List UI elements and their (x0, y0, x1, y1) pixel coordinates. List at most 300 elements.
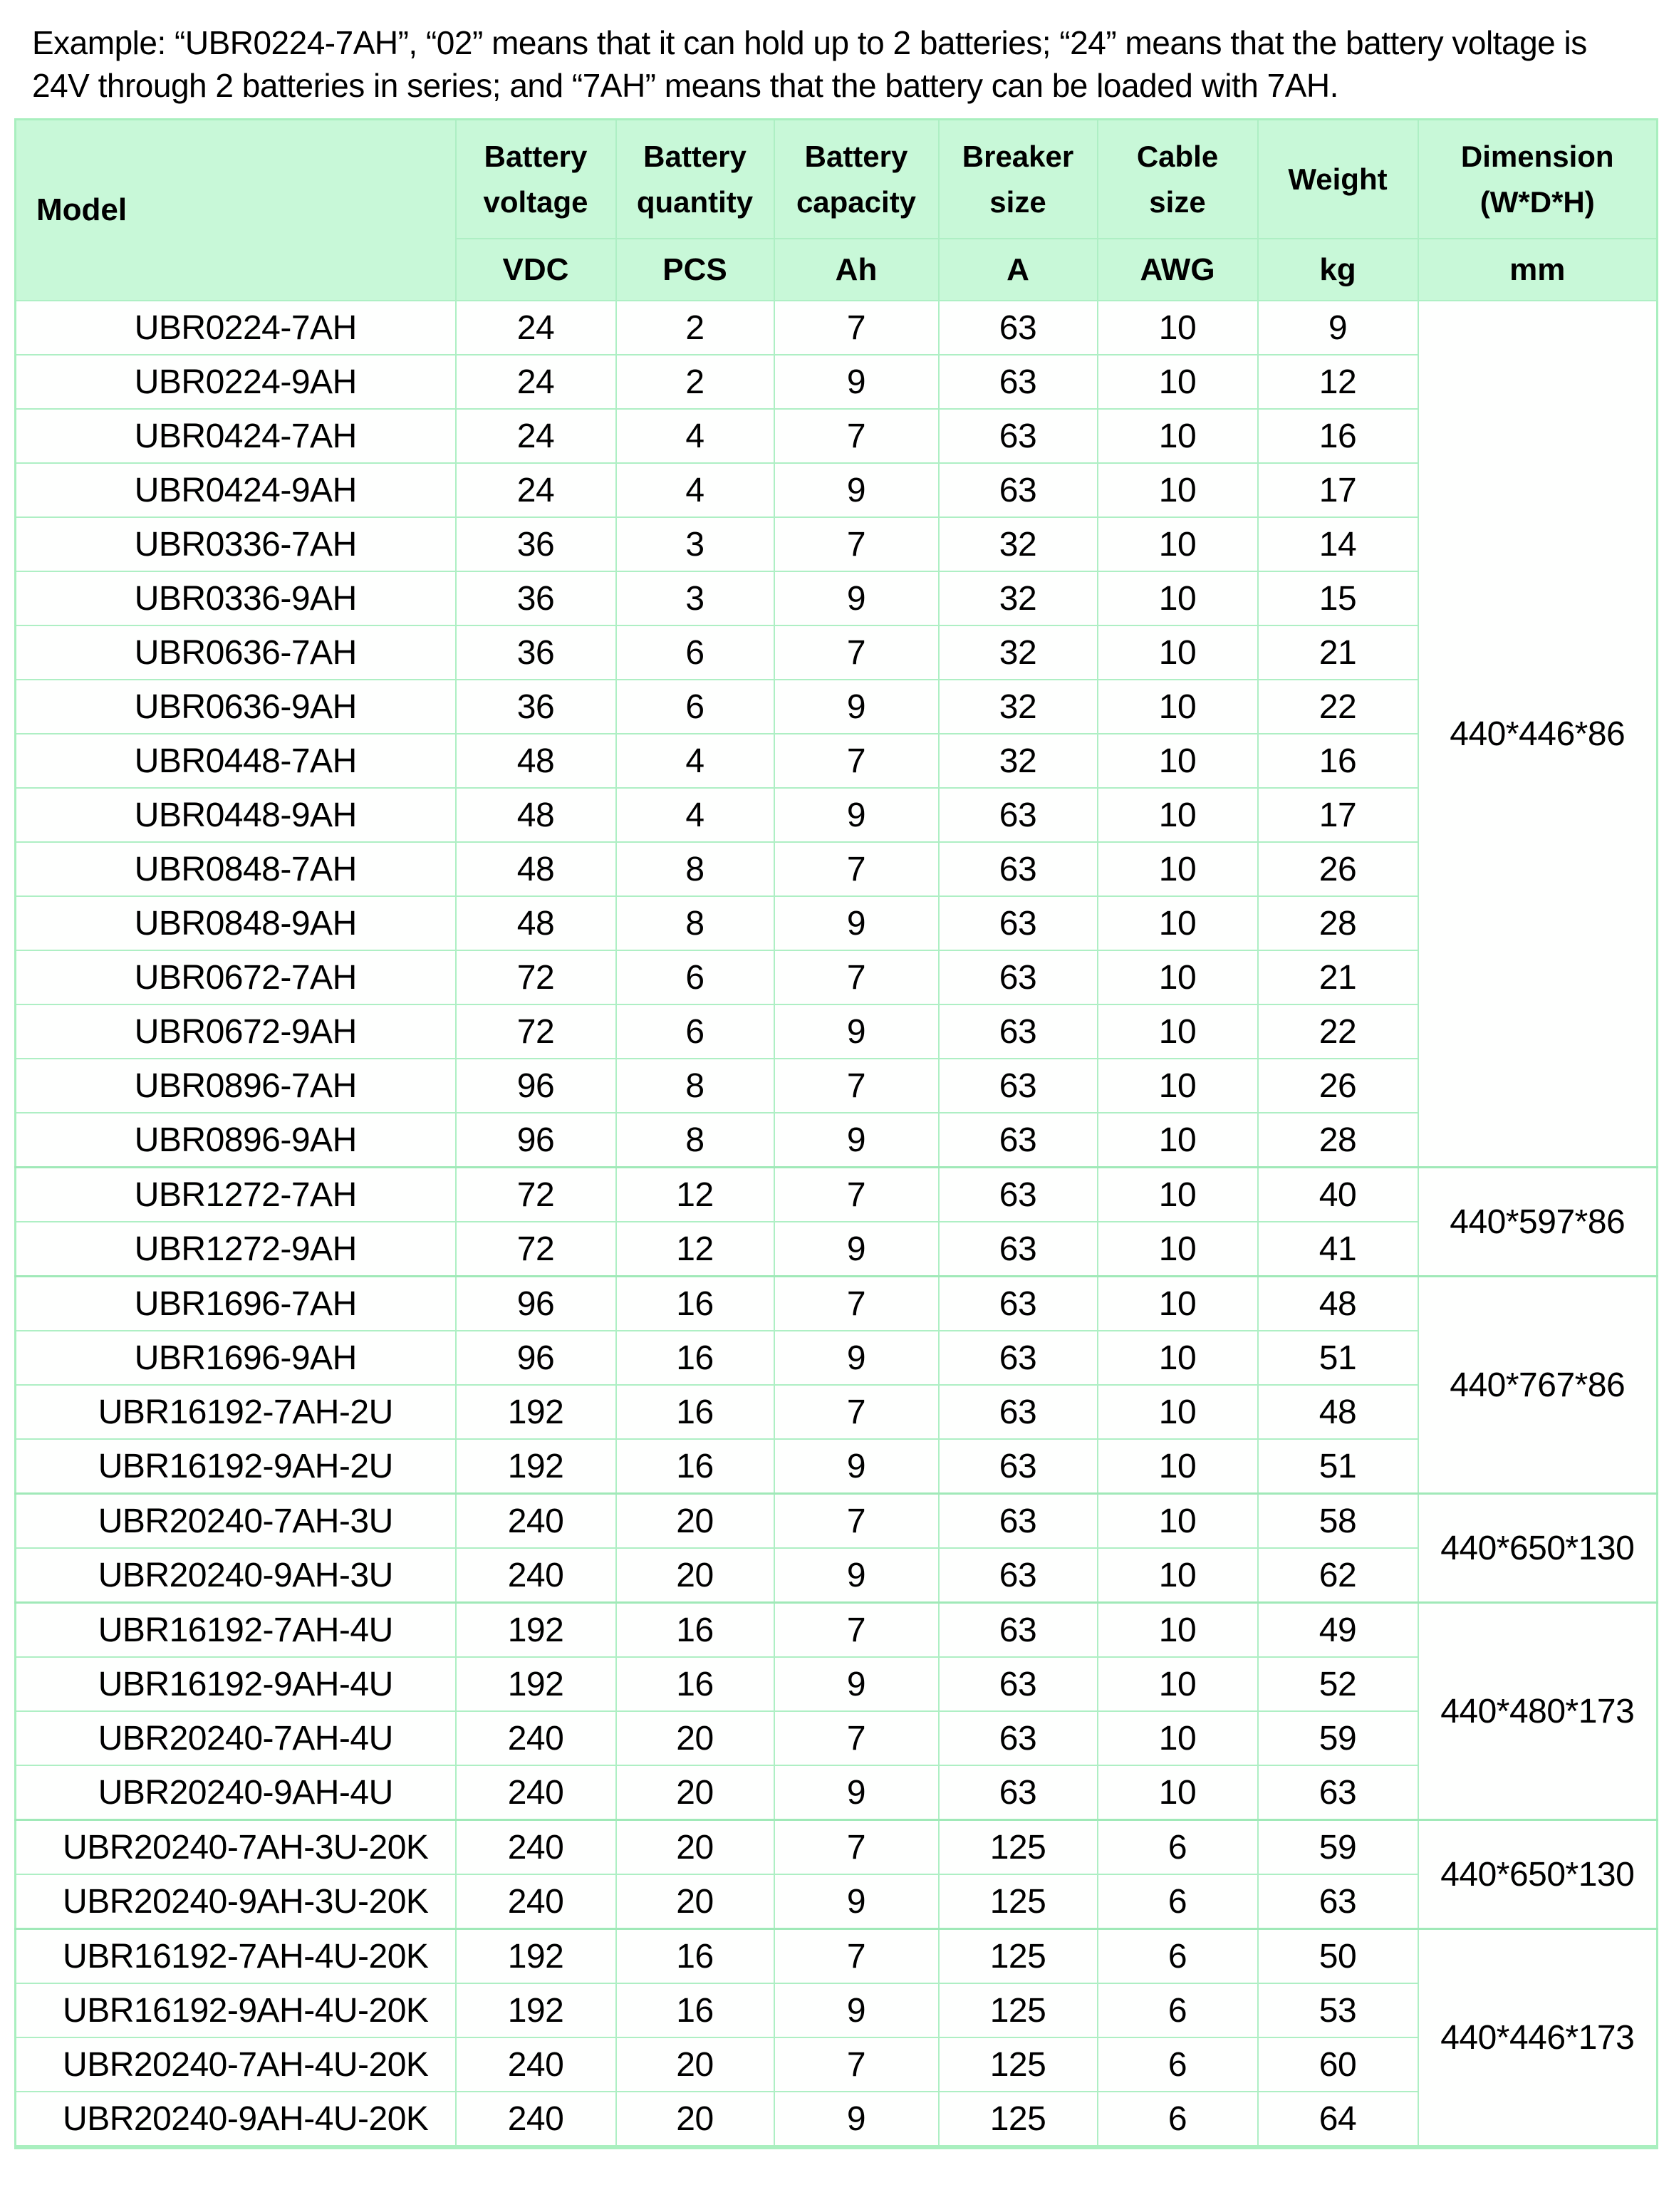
cell-value: 10 (1098, 1004, 1258, 1059)
table-row (16, 1113, 1658, 1168)
cell-model: UBR0448-7AH (16, 734, 456, 788)
cell-value: 192 (456, 1657, 616, 1711)
cell-value: 10 (1098, 1113, 1258, 1168)
table-row (16, 1765, 1658, 1820)
col-header-battery-capacity: Battery capacity (774, 120, 939, 239)
table-header (16, 120, 1658, 301)
cell-value: 7 (774, 409, 939, 463)
cell-value: 9 (1258, 301, 1418, 355)
cell-value: 48 (456, 896, 616, 950)
table-row (16, 1603, 1658, 1658)
table-row (16, 2037, 1658, 2092)
cell-model: UBR0636-9AH (16, 680, 456, 734)
table-row (16, 1929, 1658, 1984)
cell-model: UBR1696-9AH (16, 1331, 456, 1385)
cell-value: 48 (1258, 1277, 1418, 1331)
cell-value: 10 (1098, 1603, 1258, 1658)
cell-value: 9 (774, 571, 939, 625)
cell-value: 10 (1098, 1711, 1258, 1765)
cell-value: 9 (774, 1548, 939, 1603)
table-row (16, 896, 1658, 950)
cell-model: UBR0448-9AH (16, 788, 456, 842)
cell-value: 192 (456, 1439, 616, 1494)
cell-model: UBR20240-7AH-4U-20K (16, 2037, 456, 2092)
cell-value: 63 (939, 1222, 1098, 1277)
cell-dimension: 440*597*86 (1418, 1168, 1658, 1277)
cell-value: 10 (1098, 680, 1258, 734)
col-unit-pcs: PCS (616, 239, 774, 301)
cell-model: UBR0424-9AH (16, 463, 456, 517)
col-unit-ah: Ah (774, 239, 939, 301)
cell-value: 10 (1098, 1385, 1258, 1439)
cell-value: 20 (616, 1820, 774, 1875)
cell-value: 10 (1098, 1331, 1258, 1385)
cell-value: 10 (1098, 1059, 1258, 1113)
table-row (16, 1439, 1658, 1494)
col-unit-kg: kg (1258, 239, 1418, 301)
cell-dimension: 440*480*173 (1418, 1603, 1658, 1820)
cell-value: 10 (1098, 1494, 1258, 1549)
cell-value: 96 (456, 1277, 616, 1331)
cell-value: 16 (616, 1331, 774, 1385)
table-row (16, 571, 1658, 625)
cell-value: 7 (774, 1820, 939, 1875)
cell-value: 12 (616, 1222, 774, 1277)
cell-value: 10 (1098, 571, 1258, 625)
intro-line-2: 24V through 2 batteries in series; and “7AH” means that the battery can be loaded with 7AH. (32, 67, 1338, 104)
cell-value: 20 (616, 1765, 774, 1820)
cell-value: 63 (939, 409, 1098, 463)
cell-value: 8 (616, 1059, 774, 1113)
cell-value: 10 (1098, 1222, 1258, 1277)
table-row (16, 517, 1658, 571)
cell-value: 6 (1098, 1820, 1258, 1875)
cell-value: 10 (1098, 517, 1258, 571)
cell-value: 8 (616, 842, 774, 896)
cell-value: 48 (1258, 1385, 1418, 1439)
cell-value: 16 (616, 1983, 774, 2037)
table-row (16, 1059, 1658, 1113)
cell-value: 7 (774, 1059, 939, 1113)
cell-value: 63 (939, 463, 1098, 517)
cell-value: 9 (774, 680, 939, 734)
cell-value: 10 (1098, 409, 1258, 463)
cell-value: 9 (774, 1113, 939, 1168)
cell-model: UBR0848-7AH (16, 842, 456, 896)
table-row (16, 625, 1658, 680)
cell-value: 63 (939, 1494, 1098, 1549)
cell-value: 10 (1098, 950, 1258, 1004)
table-row (16, 2092, 1658, 2147)
cell-value: 6 (1098, 2092, 1258, 2147)
cell-value: 63 (939, 1711, 1098, 1765)
cell-value: 240 (456, 1765, 616, 1820)
cell-value: 51 (1258, 1439, 1418, 1494)
cell-value: 16 (616, 1385, 774, 1439)
header-row-labels (16, 120, 1658, 239)
cell-model: UBR0672-7AH (16, 950, 456, 1004)
cell-value: 125 (939, 1929, 1098, 1984)
cell-value: 125 (939, 2037, 1098, 2092)
col-unit-vdc: VDC (456, 239, 616, 301)
cell-model: UBR0224-9AH (16, 355, 456, 409)
cell-value: 40 (1258, 1168, 1418, 1222)
table-row (16, 301, 1658, 355)
cell-model: UBR0336-7AH (16, 517, 456, 571)
cell-dimension: 440*446*173 (1418, 1929, 1658, 2148)
table-row (16, 463, 1658, 517)
cell-value: 16 (616, 1439, 774, 1494)
cell-value: 59 (1258, 1711, 1418, 1765)
cell-value: 125 (939, 1874, 1098, 1929)
cell-value: 7 (774, 517, 939, 571)
cell-value: 7 (774, 625, 939, 680)
cell-value: 12 (616, 1168, 774, 1222)
cell-model: UBR1696-7AH (16, 1277, 456, 1331)
cell-value: 63 (939, 1385, 1098, 1439)
cell-value: 22 (1258, 680, 1418, 734)
cell-value: 125 (939, 2092, 1098, 2147)
table-body (16, 301, 1658, 2147)
table-row (16, 1657, 1658, 1711)
table-row (16, 1494, 1658, 1549)
cell-value: 16 (1258, 409, 1418, 463)
cell-value: 9 (774, 1004, 939, 1059)
cell-value: 6 (616, 625, 774, 680)
cell-model: UBR0672-9AH (16, 1004, 456, 1059)
table-row (16, 1983, 1658, 2037)
cell-value: 16 (616, 1603, 774, 1658)
cell-value: 192 (456, 1983, 616, 2037)
cell-value: 125 (939, 1983, 1098, 2037)
col-header-weight: Weight (1258, 120, 1418, 239)
cell-value: 192 (456, 1603, 616, 1658)
cell-value: 14 (1258, 517, 1418, 571)
page (0, 21, 1659, 2212)
cell-value: 17 (1258, 463, 1418, 517)
cell-value: 7 (774, 1494, 939, 1549)
cell-value: 12 (1258, 355, 1418, 409)
cell-value: 10 (1098, 1168, 1258, 1222)
cell-dimension: 440*767*86 (1418, 1277, 1658, 1494)
cell-value: 6 (1098, 1983, 1258, 2037)
col-unit-a: A (939, 239, 1098, 301)
cell-model: UBR16192-9AH-2U (16, 1439, 456, 1494)
cell-value: 36 (456, 625, 616, 680)
table-row (16, 1820, 1658, 1875)
cell-model: UBR20240-9AH-4U (16, 1765, 456, 1820)
cell-value: 63 (939, 1657, 1098, 1711)
col-header-cable-size: Cable size (1098, 120, 1258, 239)
col-unit-awg: AWG (1098, 239, 1258, 301)
cell-model: UBR20240-9AH-4U-20K (16, 2092, 456, 2147)
col-header-battery-quantity: Battery quantity (616, 120, 774, 239)
cell-value: 10 (1098, 1548, 1258, 1603)
cell-model: UBR0896-9AH (16, 1113, 456, 1168)
cell-value: 22 (1258, 1004, 1418, 1059)
cell-value: 7 (774, 301, 939, 355)
cell-value: 20 (616, 1711, 774, 1765)
cell-dimension: 440*650*130 (1418, 1820, 1658, 1929)
cell-model: UBR20240-7AH-3U-20K (16, 1820, 456, 1875)
cell-value: 240 (456, 2037, 616, 2092)
cell-value: 20 (616, 1874, 774, 1929)
col-header-battery-voltage: Battery voltage (456, 120, 616, 239)
cell-value: 63 (939, 1004, 1098, 1059)
cell-value: 9 (774, 463, 939, 517)
cell-value: 7 (774, 1711, 939, 1765)
cell-model: UBR16192-7AH-4U (16, 1603, 456, 1658)
cell-value: 6 (616, 1004, 774, 1059)
cell-value: 7 (774, 1603, 939, 1658)
cell-value: 59 (1258, 1820, 1418, 1875)
cell-value: 3 (616, 571, 774, 625)
cell-value: 20 (616, 2092, 774, 2147)
cell-value: 8 (616, 896, 774, 950)
cell-value: 63 (939, 1168, 1098, 1222)
cell-model: UBR20240-9AH-3U (16, 1548, 456, 1603)
cell-value: 10 (1098, 463, 1258, 517)
table-row (16, 1548, 1658, 1603)
table-row (16, 1331, 1658, 1385)
cell-value: 6 (616, 680, 774, 734)
cell-dimension: 440*446*86 (1418, 301, 1658, 1168)
cell-value: 240 (456, 1494, 616, 1549)
cell-value: 64 (1258, 2092, 1418, 2147)
table-row (16, 680, 1658, 734)
cell-value: 52 (1258, 1657, 1418, 1711)
cell-model: UBR0848-9AH (16, 896, 456, 950)
cell-dimension: 440*650*130 (1418, 1494, 1658, 1603)
cell-value: 24 (456, 463, 616, 517)
cell-value: 10 (1098, 734, 1258, 788)
table-row (16, 1277, 1658, 1331)
cell-value: 32 (939, 571, 1098, 625)
cell-value: 63 (939, 950, 1098, 1004)
cell-value: 8 (616, 1113, 774, 1168)
cell-value: 63 (939, 896, 1098, 950)
cell-value: 10 (1098, 1657, 1258, 1711)
cell-value: 7 (774, 734, 939, 788)
cell-model: UBR0224-7AH (16, 301, 456, 355)
cell-value: 125 (939, 1820, 1098, 1875)
cell-value: 9 (774, 2092, 939, 2147)
cell-value: 9 (774, 1439, 939, 1494)
cell-value: 10 (1098, 1277, 1258, 1331)
table-row (16, 1004, 1658, 1059)
cell-value: 7 (774, 2037, 939, 2092)
cell-value: 16 (616, 1929, 774, 1984)
cell-value: 53 (1258, 1983, 1418, 2037)
intro-line-1: Example: “UBR0224-7AH”, “02” means that it can hold up to 2 batteries; “24” means that the battery voltage is (32, 24, 1587, 61)
cell-value: 50 (1258, 1929, 1418, 1984)
cell-value: 192 (456, 1929, 616, 1984)
cell-value: 32 (939, 625, 1098, 680)
cell-value: 63 (939, 1765, 1098, 1820)
cell-value: 32 (939, 680, 1098, 734)
table-row (16, 788, 1658, 842)
cell-value: 32 (939, 734, 1098, 788)
cell-value: 63 (1258, 1874, 1418, 1929)
cell-value: 28 (1258, 1113, 1418, 1168)
battery-spec-table (14, 118, 1658, 2149)
cell-value: 192 (456, 1385, 616, 1439)
cell-value: 63 (939, 1603, 1098, 1658)
cell-value: 32 (939, 517, 1098, 571)
cell-value: 4 (616, 409, 774, 463)
cell-value: 63 (939, 1331, 1098, 1385)
table-row (16, 842, 1658, 896)
cell-value: 51 (1258, 1331, 1418, 1385)
col-unit-mm: mm (1418, 239, 1658, 301)
cell-value: 20 (616, 1548, 774, 1603)
cell-model: UBR0896-7AH (16, 1059, 456, 1113)
cell-value: 9 (774, 788, 939, 842)
cell-value: 6 (1098, 1929, 1258, 1984)
cell-value: 10 (1098, 788, 1258, 842)
cell-value: 21 (1258, 625, 1418, 680)
cell-value: 63 (1258, 1765, 1418, 1820)
cell-value: 17 (1258, 788, 1418, 842)
cell-value: 240 (456, 1874, 616, 1929)
cell-value: 240 (456, 2092, 616, 2147)
cell-value: 9 (774, 1765, 939, 1820)
cell-model: UBR1272-7AH (16, 1168, 456, 1222)
cell-value: 72 (456, 1004, 616, 1059)
col-header-dimension: Dimension (W*D*H) (1418, 120, 1658, 239)
cell-value: 58 (1258, 1494, 1418, 1549)
cell-value: 63 (939, 788, 1098, 842)
cell-value: 7 (774, 1277, 939, 1331)
cell-value: 7 (774, 1168, 939, 1222)
cell-value: 28 (1258, 896, 1418, 950)
cell-value: 60 (1258, 2037, 1418, 2092)
cell-model: UBR0336-9AH (16, 571, 456, 625)
cell-value: 63 (939, 355, 1098, 409)
col-header-model: Model (16, 120, 456, 301)
cell-value: 4 (616, 463, 774, 517)
cell-value: 49 (1258, 1603, 1418, 1658)
table-row (16, 409, 1658, 463)
intro-text (32, 21, 1639, 107)
cell-model: UBR1272-9AH (16, 1222, 456, 1277)
cell-value: 10 (1098, 1439, 1258, 1494)
cell-value: 9 (774, 1657, 939, 1711)
cell-model: UBR20240-9AH-3U-20K (16, 1874, 456, 1929)
cell-value: 9 (774, 1222, 939, 1277)
cell-value: 10 (1098, 842, 1258, 896)
table-row (16, 950, 1658, 1004)
cell-value: 240 (456, 1820, 616, 1875)
cell-model: UBR16192-7AH-4U-20K (16, 1929, 456, 1984)
table-row (16, 355, 1658, 409)
cell-value: 10 (1098, 301, 1258, 355)
cell-value: 7 (774, 1929, 939, 1984)
cell-value: 63 (939, 1059, 1098, 1113)
cell-value: 36 (456, 517, 616, 571)
cell-value: 41 (1258, 1222, 1418, 1277)
cell-value: 48 (456, 842, 616, 896)
cell-value: 24 (456, 409, 616, 463)
cell-value: 6 (1098, 1874, 1258, 1929)
cell-value: 7 (774, 950, 939, 1004)
cell-value: 26 (1258, 1059, 1418, 1113)
cell-value: 24 (456, 355, 616, 409)
cell-value: 9 (774, 896, 939, 950)
cell-model: UBR16192-9AH-4U-20K (16, 1983, 456, 2037)
cell-value: 240 (456, 1548, 616, 1603)
cell-value: 63 (939, 1277, 1098, 1331)
table-row (16, 1874, 1658, 1929)
cell-value: 10 (1098, 625, 1258, 680)
cell-value: 63 (939, 842, 1098, 896)
cell-value: 2 (616, 301, 774, 355)
cell-value: 9 (774, 355, 939, 409)
cell-value: 16 (616, 1277, 774, 1331)
cell-value: 63 (939, 301, 1098, 355)
cell-value: 26 (1258, 842, 1418, 896)
table-row (16, 1385, 1658, 1439)
cell-value: 72 (456, 1168, 616, 1222)
cell-value: 96 (456, 1331, 616, 1385)
cell-value: 63 (939, 1439, 1098, 1494)
cell-value: 62 (1258, 1548, 1418, 1603)
cell-value: 16 (616, 1657, 774, 1711)
cell-value: 240 (456, 1711, 616, 1765)
cell-value: 9 (774, 1874, 939, 1929)
cell-value: 10 (1098, 355, 1258, 409)
cell-model: UBR20240-7AH-4U (16, 1711, 456, 1765)
cell-value: 7 (774, 1385, 939, 1439)
cell-model: UBR20240-7AH-3U (16, 1494, 456, 1549)
cell-value: 96 (456, 1059, 616, 1113)
cell-value: 16 (1258, 734, 1418, 788)
cell-value: 20 (616, 1494, 774, 1549)
cell-value: 2 (616, 355, 774, 409)
cell-value: 63 (939, 1548, 1098, 1603)
cell-value: 20 (616, 2037, 774, 2092)
cell-value: 72 (456, 1222, 616, 1277)
cell-value: 9 (774, 1331, 939, 1385)
cell-value: 63 (939, 1113, 1098, 1168)
table-row (16, 1222, 1658, 1277)
cell-value: 48 (456, 734, 616, 788)
cell-value: 6 (1098, 2037, 1258, 2092)
table-row (16, 734, 1658, 788)
cell-model: UBR0424-7AH (16, 409, 456, 463)
table-row (16, 1711, 1658, 1765)
cell-value: 72 (456, 950, 616, 1004)
cell-value: 4 (616, 734, 774, 788)
cell-value: 4 (616, 788, 774, 842)
cell-value: 10 (1098, 1765, 1258, 1820)
cell-value: 96 (456, 1113, 616, 1168)
cell-value: 48 (456, 788, 616, 842)
cell-model: UBR0636-7AH (16, 625, 456, 680)
cell-value: 3 (616, 517, 774, 571)
cell-value: 6 (616, 950, 774, 1004)
cell-value: 21 (1258, 950, 1418, 1004)
cell-value: 10 (1098, 896, 1258, 950)
cell-value: 36 (456, 571, 616, 625)
cell-value: 36 (456, 680, 616, 734)
cell-value: 7 (774, 842, 939, 896)
table-row (16, 1168, 1658, 1222)
cell-model: UBR16192-9AH-4U (16, 1657, 456, 1711)
cell-value: 15 (1258, 571, 1418, 625)
cell-model: UBR16192-7AH-2U (16, 1385, 456, 1439)
cell-value: 24 (456, 301, 616, 355)
